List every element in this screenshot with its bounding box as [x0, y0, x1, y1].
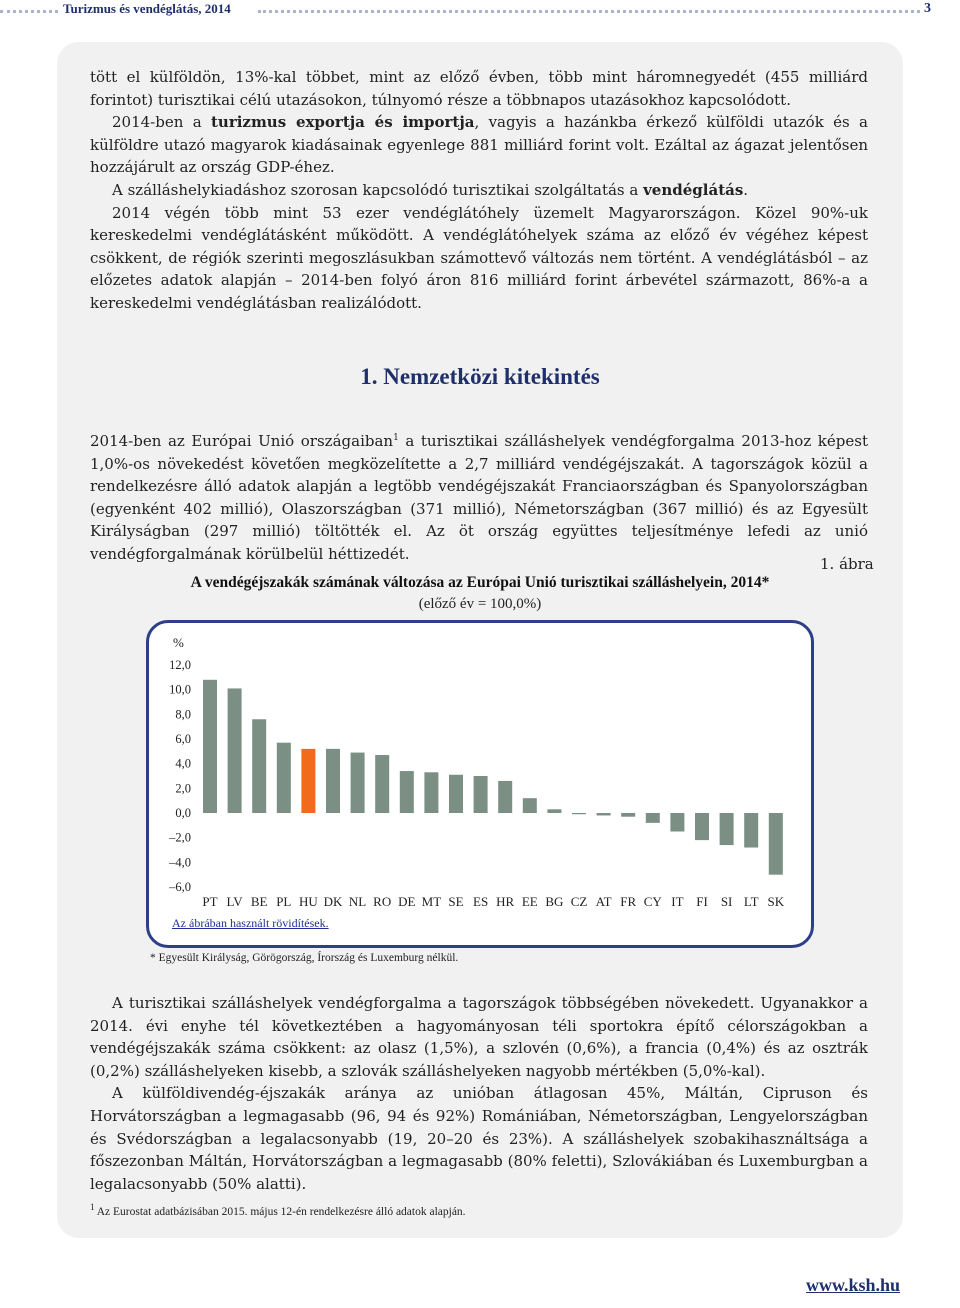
y-tick-label: 4,0 — [175, 756, 191, 771]
x-tick-label: ES — [473, 894, 489, 909]
y-tick-label: 8,0 — [175, 707, 191, 722]
x-tick-label: FR — [620, 894, 637, 909]
x-tick-label: RO — [373, 894, 392, 909]
page-footnote-text: Az Eurostat adatbázisában 2015. május 12-én rendelkezésre álló adatok alapján. — [94, 1205, 466, 1218]
y-tick-label: 12,0 — [169, 658, 191, 672]
bar-it — [670, 813, 684, 832]
header-title: Turizmus és vendéglátás, 2014 — [63, 1, 231, 16]
figure-title: A vendégéjszakák számának változása az Európai Unió turisztikai szálláshelyein, 2014* — [190, 574, 770, 591]
header-dots-left — [0, 10, 58, 13]
x-tick-label: SK — [767, 894, 785, 909]
bold-term-export: turizmus exportja és importja — [210, 113, 475, 132]
x-tick-label: HR — [496, 894, 515, 909]
page-header — [0, 0, 960, 22]
bold-term-vendeglatas: vendéglátás — [643, 180, 744, 199]
x-tick-label: NL — [348, 894, 367, 909]
x-tick-label: AT — [595, 894, 612, 909]
page-number: 3 — [924, 1, 931, 16]
x-tick-label: SI — [720, 894, 733, 909]
bar-pt — [203, 680, 217, 813]
ksh-website-link[interactable]: www.ksh.hu — [806, 1275, 901, 1295]
x-tick-label: CY — [643, 894, 662, 909]
x-tick-label: DE — [398, 894, 416, 909]
bar-ro — [375, 755, 389, 813]
bar-mt — [424, 772, 438, 813]
y-tick-label: –6,0 — [169, 880, 191, 894]
bar-dk — [326, 749, 340, 813]
footnote-ref: 1 — [393, 433, 399, 443]
section-text — [90, 427, 868, 566]
bar-se — [449, 775, 463, 813]
y-tick-label: 10,0 — [169, 682, 191, 697]
y-tick-label: 2,0 — [175, 781, 191, 796]
intro-paragraph-2: 2014-ben a turizmus exportja és importja, vagyis a hazánkba érkező külföldi utazók és a külföldre utazó magyarok kiadásainak egyenlege 881 milliárd forint volt. Ezáltal az ágazat jelentősen hozzájárult az ország GDP-éhez. — [90, 113, 868, 177]
y-tick-label: –4,0 — [169, 855, 191, 870]
chart-frame — [146, 620, 814, 948]
x-tick-label: BE — [250, 894, 268, 909]
bar-hu — [301, 749, 315, 813]
bar-es — [474, 776, 488, 813]
y-tick-label: 6,0 — [175, 732, 191, 746]
x-tick-label: SE — [448, 894, 464, 909]
page-footnote-marker: 1 — [90, 1202, 95, 1212]
x-tick-label: CZ — [570, 894, 588, 909]
y-axis-label: % — [173, 635, 184, 650]
y-tick-label: 0,0 — [175, 806, 191, 820]
closing-paragraph-2: A külföldivendég-éjszakák aránya az unióban átlagosan 45%, Máltán, Cipruson és Horvátországban a legmagasabb (96, 94 és 92%) Romániában, Németországban, Lengyelországban és Svédországban a legalacsonyabb (19, 20–20 és 23%). A szálláshelyek szobakihasználtsága a főszezonban Máltán, Horvátországban a legmagasabb (80% feletti), Szlovákiában és Luxemburgban a legalacsonyabb (50% alatti). — [90, 1084, 868, 1193]
chart-footnote: * Egyesült Királyság, Görögország, Írország és Luxemburg nélkül. — [150, 952, 459, 964]
bar-ee — [523, 798, 537, 813]
x-tick-label: LV — [226, 894, 243, 909]
bar-pl — [277, 743, 291, 813]
x-tick-label: DK — [323, 894, 343, 909]
bar-de — [400, 771, 414, 813]
x-tick-label: BG — [545, 894, 564, 909]
bar-cy — [646, 813, 660, 823]
page-footnote — [90, 1202, 466, 1218]
bar-sk — [769, 813, 783, 875]
section-paragraph-1: 2014-ben az Európai Unió országaiban$^1$ a turisztikai szálláshelyek vendégforgalma 2013-hoz képest 1,0%-os növekedést követően megközelítette a 2,7 milliárd vendégéjszakát. A tagországok közül a rendelkezésre álló adatok alapján a legtöbb vendégéjszakát Franciaországban és Spanyolországban (egyenként 402 millió), Olaszországban (371 millió), Németországban (367 millió) és az Egyesült Királyságban (297 millió) töltötték el. Az öt ország együttes teljesítménye lefedi az unió vendégforgalmának körülbelül héttizedét. — [90, 432, 868, 563]
bar-fr — [621, 813, 635, 817]
figure-subtitle: (előző év = 100,0%) — [418, 596, 542, 612]
section-title: 1. Nemzetközi kitekintés — [360, 364, 600, 389]
x-tick-label: PT — [202, 894, 218, 909]
bar-lt — [744, 813, 758, 848]
abbreviations-link[interactable]: Az ábrában használt rövidítések. — [172, 916, 329, 930]
intro-paragraph-3: A szálláshelykiadáshoz szorosan kapcsolódó turisztikai szolgáltatás a vendéglátás. — [112, 180, 749, 199]
x-tick-label: MT — [421, 894, 442, 909]
header-dots-right — [258, 10, 920, 13]
bar-hr — [498, 781, 512, 813]
closing-text — [90, 992, 868, 1195]
bar-lv — [228, 688, 242, 813]
bar-fi — [695, 813, 709, 840]
x-tick-label: FI — [696, 894, 708, 909]
bar-at — [597, 813, 611, 815]
x-tick-label: PL — [276, 894, 292, 909]
intro-paragraph-1: tött el külföldön, 13%-kal többet, mint az előző évben, több mint háromnegyedét (455 milliárd forintot) turisztikai célú utazásokon, túlnyomó része a többnapos utazásokhoz kapcsolódott. — [90, 68, 868, 109]
x-tick-label: IT — [671, 894, 684, 909]
bar-be — [252, 719, 266, 813]
bar-nl — [351, 753, 365, 813]
intro-paragraph-4: 2014 végén több mint 53 ezer vendéglátóhely üzemelt Magyarországon. Közel 90%-uk kereskedelmi vendéglátásként működött. A vendéglátóhelyek száma az előző év végéhez képest csökkent, de régiók szerinti megoszlásukban számottevő változás nem történt. A vendéglátásból – az előzetes adatok alapján – 2014-ben folyó áron 816 milliárd forint árbevétel származott, 86%-a a kereskedelmi vendéglátásban realizálódott. — [90, 203, 868, 312]
x-tick-label: EE — [521, 894, 538, 909]
y-tick-label: –2,0 — [169, 830, 191, 845]
x-tick-label: LT — [743, 894, 759, 909]
bar-cz — [572, 813, 586, 814]
closing-paragraph-1: A turisztikai szálláshelyek vendégforgalma a tagországok többségében növekedett. Ugyanakkor a 2014. évi enyhe tél következtében a hagyományosan téli sportokra építő célországokban a vendégéjszakák száma csökkent: az olasz (1,5%), a szlovén (0,6%), a francia (0,4%) és az osztrák (0,2%) szálláshelyeken kisebb, a szlovák szálláshelyeken nagyobb mértékben (5,0%-kal). — [90, 994, 868, 1080]
bar-chart — [149, 623, 811, 945]
bar-si — [720, 813, 734, 845]
figure-label: 1. ábra — [820, 555, 874, 573]
x-tick-label: HU — [299, 894, 318, 909]
bar-bg — [547, 809, 561, 813]
intro-text — [90, 66, 868, 315]
